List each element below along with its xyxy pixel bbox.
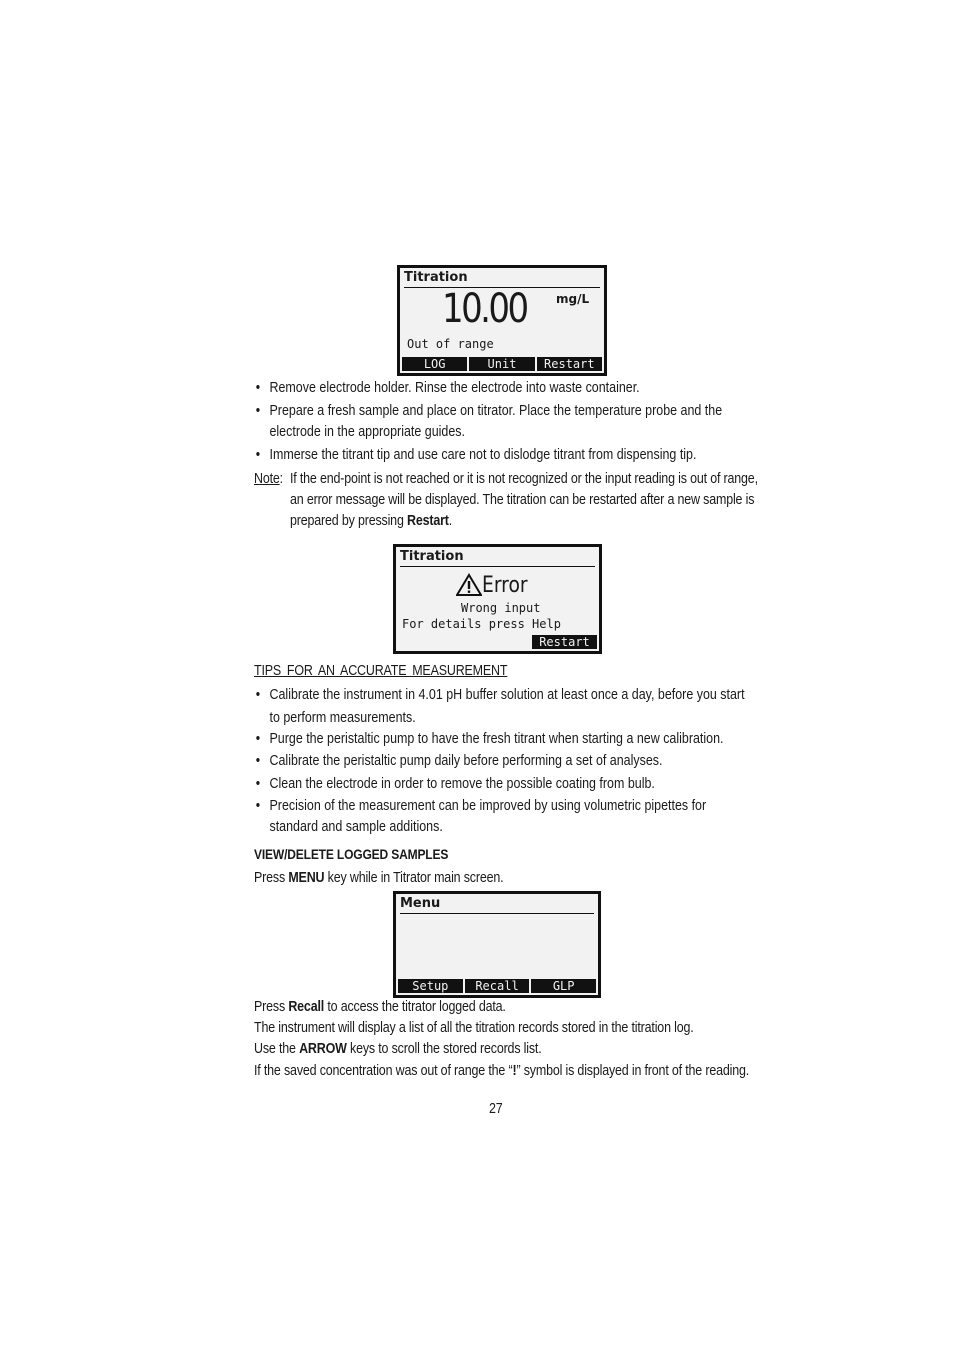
reading-value: 10.00 [442, 286, 527, 332]
records-description: The instrument will display a list of all the titration records stored in the titration log. [254, 1020, 694, 1036]
note-label-line: Note: [254, 471, 283, 487]
warning-icon [456, 573, 482, 597]
lcd-title: Titration [400, 549, 464, 564]
list-item: • Prepare a fresh sample and place on titrator. Place the temperature probe and the electrode in the appropriate guides. [254, 401, 756, 443]
note-text-line-2: an error message will be displayed. The titration can be restarted after a new sample is [290, 492, 755, 508]
menu-intro: Press MENU key while in Titrator main screen. [254, 870, 504, 886]
arrow-instruction: Use the ARROW keys to scroll the stored records list. [254, 1041, 542, 1057]
page-number: 27 [489, 1101, 503, 1117]
softkey-log[interactable]: LOG [402, 357, 467, 371]
out-of-range-note: If the saved concentration was out of range the “!” symbol is displayed in front of the reading. [254, 1063, 750, 1079]
softkey-bar [398, 979, 596, 993]
softkey-unit[interactable]: Unit [469, 357, 534, 371]
list-item: • Remove electrode holder. Rinse the electrode into waste container. [254, 378, 760, 399]
softkey-bar [402, 357, 602, 371]
lcd-title: Titration [404, 270, 468, 285]
reading-unit: mg/L [556, 292, 590, 306]
list-item: • Purge the peristaltic pump to have the fresh titrant when starting a new calibration. [254, 729, 760, 750]
lcd-divider [400, 566, 595, 567]
list-item: • Precision of the measurement can be improved by using volumetric pipettes for standard and sample additions. [254, 796, 756, 838]
note-text-line-1: If the end-point is not reached or it is not recognized or the input reading is out of range, [290, 471, 758, 487]
recall-key-text: Recall [288, 999, 325, 1015]
softkey-restart[interactable]: Restart [537, 357, 602, 371]
list-item: • Calibrate the peristaltic pump daily before performing a set of analyses. [254, 751, 760, 772]
list-item: • Calibrate the instrument in 4.01 pH buffer solution at least once a day, before you start to perform measurements. [254, 684, 756, 730]
menu-key-text: MENU [288, 870, 325, 886]
note-label: Note [254, 471, 280, 487]
softkey-recall[interactable]: Recall [465, 979, 530, 993]
softkey-setup[interactable]: Setup [398, 979, 463, 993]
exclamation-symbol: ! [512, 1063, 517, 1079]
error-word: Error [482, 573, 528, 598]
note-text-line-3: prepared by pressing Restart. [290, 513, 453, 529]
tips-heading: TIPS FOR AN ACCURATE MEASUREMENT [254, 663, 508, 679]
recall-instruction: Press Recall to access the titrator logged data. [254, 999, 506, 1015]
lcd-divider [400, 913, 594, 914]
softkey-glp[interactable]: GLP [531, 979, 596, 993]
list-item: • Clean the electrode in order to remove the possible coating from bulb. [254, 774, 760, 795]
status-text: Out of range [407, 337, 494, 351]
lcd-screen-titration-reading [397, 265, 607, 376]
error-message: Wrong input [461, 601, 541, 615]
section-heading: VIEW/DELETE LOGGED SAMPLES [254, 846, 449, 862]
softkey-bar [398, 635, 597, 649]
list-item: • Immerse the titrant tip and use care not to dislodge titrant from dispensing tip. [254, 445, 760, 466]
lcd-screen-menu [393, 891, 601, 998]
softkey-restart[interactable]: Restart [532, 635, 597, 649]
restart-key-text: Restart [407, 513, 449, 529]
lcd-screen-error [393, 544, 602, 654]
arrow-key-text: ARROW [299, 1041, 347, 1057]
help-hint: For details press Help [402, 617, 561, 631]
lcd-title: Menu [400, 896, 441, 911]
